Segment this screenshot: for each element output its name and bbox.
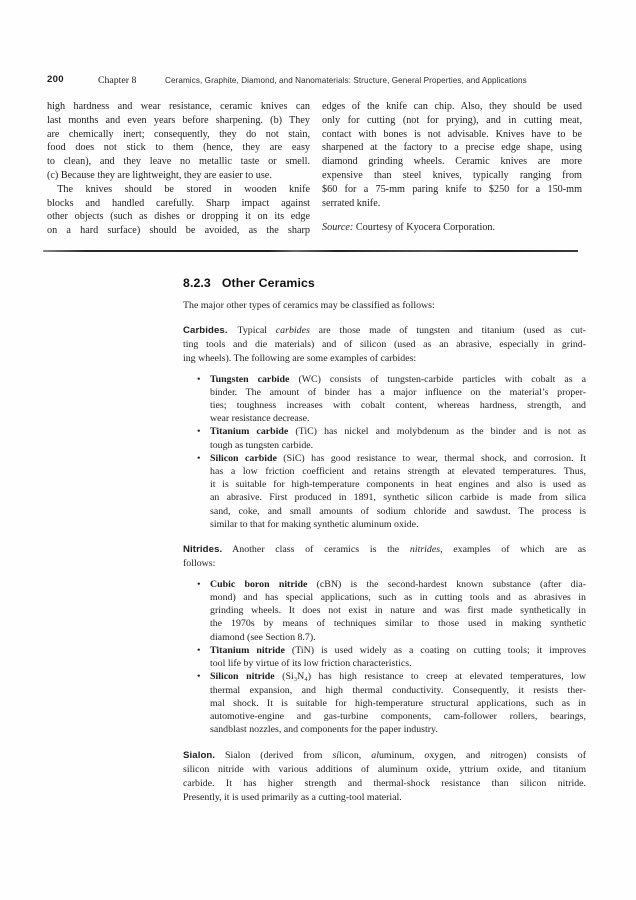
bullet-item bbox=[183, 670, 586, 736]
section-heading bbox=[183, 276, 586, 290]
text-line: silicon nitride with various additions of aluminum oxide, yttrium oxide, and titanium bbox=[183, 764, 586, 776]
bullet-icon: • bbox=[197, 644, 201, 656]
text-line: sand, coke, and small amounts of sodium chloride and sawdust. The process is bbox=[210, 505, 586, 517]
bullet-icon: • bbox=[197, 671, 201, 683]
text-line: mond) and has special applications, such as in cutting tools and as abrasives in bbox=[210, 592, 586, 604]
sialon-paragraph bbox=[183, 749, 586, 805]
page-number: 200 bbox=[47, 74, 64, 85]
text-line: the 1970s by means of techniques similar to those used in making synthetic bbox=[210, 618, 586, 630]
text-line: expensive than steel knives, typically ranging from bbox=[322, 169, 582, 181]
section-title: Other Ceramics bbox=[221, 276, 315, 290]
text-line: edges of the knife can chip. Also, they should be used bbox=[322, 101, 582, 112]
text-line: sandblast nozzles, and components for the paper industry. bbox=[210, 724, 438, 736]
text-line: (c) Because they are lightweight, they are easier to use. bbox=[47, 169, 272, 181]
text-line: Sialon. Sialon (derived from silicon, aluminum, oxygen, and nitrogen) consists of bbox=[183, 750, 586, 762]
bullet-item bbox=[183, 373, 586, 426]
text-line: diamond grinding wheels. Ceramic knives are more bbox=[322, 156, 582, 168]
text-line: are chemically inert; consequently, they do not stain, bbox=[47, 128, 310, 140]
text-line: Presently, it is used primarily as a cutting-tool material. bbox=[183, 792, 402, 804]
text-line: follows: bbox=[183, 557, 216, 569]
source-line bbox=[322, 221, 582, 235]
text-line: contact with bones is not advisable. Knives have to be bbox=[322, 128, 582, 140]
text-line: grinding wheels. It does not exist in nature and was first made synthetically in bbox=[210, 605, 586, 617]
bullet-icon: • bbox=[197, 373, 201, 385]
text-line: Silicon carbide (SiC) has good resistance to wear, thermal shock, and corrosion. It bbox=[210, 452, 586, 464]
carbides-bullet-list bbox=[183, 373, 586, 531]
text-line: an abrasive. First produced in 1891, synthetic silicon carbide is made from silica bbox=[210, 492, 586, 504]
running-title: Ceramics, Graphite, Diamond, and Nanomaterials: Structure, General Properties, and Applications bbox=[165, 76, 527, 85]
section-number: 8.2.3 bbox=[183, 276, 211, 290]
intro-paragraph bbox=[183, 299, 586, 313]
section-divider bbox=[43, 250, 578, 252]
caption-left-column bbox=[47, 100, 310, 238]
text-line: food does not stick to them (hence, they are easy bbox=[47, 142, 310, 154]
bullet-icon: • bbox=[197, 426, 201, 438]
bullet-item bbox=[183, 644, 586, 670]
text-line: has a low friction coefficient and retains strength at elevated temperatures. Thus, bbox=[210, 466, 586, 478]
text-line: binder. The amount of binder has a major influence on the material’s proper- bbox=[210, 386, 586, 398]
text-line: blocks and handled carefully. Sharp impact against bbox=[47, 197, 310, 209]
chapter-label: Chapter 8 bbox=[98, 74, 137, 86]
text-line: $60 for a 75-mm paring knife to $250 for a 150-mm bbox=[322, 183, 582, 195]
text-line: it is suitable for high-temperature components in heat engines and also is used as bbox=[210, 479, 586, 491]
text-line: The knives should be stored in wooden knife bbox=[47, 183, 310, 195]
text-line: Nitrides. Another class of ceramics is the nitrides, examples of which are as bbox=[183, 544, 586, 556]
caption-right-column bbox=[322, 100, 582, 235]
text-line: serrated knife. bbox=[322, 197, 381, 209]
text-line: carbide. It has higher strength and thermal-shock resistance than silicon nitride. bbox=[183, 778, 586, 790]
text-line: ties; toughness increases with cobalt content, whereas hardness, strength, and bbox=[210, 400, 586, 412]
text-line: to clean), and they leave no metallic taste or smell. bbox=[47, 156, 310, 168]
text-line: ing wheels). The following are some examples of carbides: bbox=[183, 352, 417, 364]
text-line: Source: Courtesy of Kyocera Corporation. bbox=[322, 222, 496, 234]
section-8-2-3 bbox=[183, 276, 586, 805]
text-line: high hardness and wear resistance, ceramic knives can bbox=[47, 101, 310, 112]
text-line: mal shock. It is suitable for high-temperature structural applications, such as in bbox=[210, 697, 586, 709]
bullet-item bbox=[183, 452, 586, 531]
carbides-paragraph bbox=[183, 324, 586, 366]
text-line: wear resistance decrease. bbox=[210, 413, 310, 425]
text-line: tool life by virtue of its low friction characteristics. bbox=[210, 658, 412, 670]
nitrides-paragraph bbox=[183, 543, 586, 571]
text-line: Silicon nitride (Si₃N₄) has high resistance to creep at elevated temperatures, low bbox=[210, 671, 586, 683]
text-line: The major other types of ceramics may be classified as follows: bbox=[183, 300, 435, 311]
bullet-icon: • bbox=[197, 578, 201, 590]
text-line: Tungsten carbide (WC) consists of tungsten-carbide particles with cobalt as a bbox=[210, 373, 586, 385]
bullet-icon: • bbox=[197, 452, 201, 464]
text-line: automotive-engine and gas-turbine components, cam-follower rollers, bearings, bbox=[210, 710, 586, 722]
text-line: other objects (such as dishes or dropping it on its edge bbox=[47, 211, 310, 223]
text-line: Titanium carbide (TiC) has nickel and molybdenum as the binder and is not as bbox=[210, 426, 586, 438]
text-line: ting tools and die materials) and of silicon (used as an abrasive, especially in grind- bbox=[183, 338, 586, 350]
text-line: on a hard surface) should be avoided, as the sharp bbox=[47, 225, 310, 237]
caption-right-body bbox=[322, 100, 582, 210]
text-line: Carbides. Typical carbides are those made of tungsten and titanium (used as cut- bbox=[183, 324, 586, 336]
text-line: only for cutting (not for prying), and in cutting meat, bbox=[322, 114, 582, 126]
bullet-item bbox=[183, 578, 586, 644]
bullet-item bbox=[183, 425, 586, 451]
nitrides-bullet-list bbox=[183, 578, 586, 736]
text-line: last months and even years before sharpening. (b) They bbox=[47, 114, 310, 126]
text-line: sharpened at the factory to a precise edge shape, using bbox=[322, 142, 582, 154]
text-line: Titanium nitride (TiN) is used widely as a coating on cutting tools; it improves bbox=[210, 644, 586, 656]
text-line: diamond (see Section 8.7). bbox=[210, 631, 316, 643]
page-header bbox=[47, 74, 624, 88]
text-line: thermal expansion, and high thermal conductivity. Consequently, it resists ther- bbox=[210, 684, 586, 696]
text-line: tough as tungsten carbide. bbox=[210, 439, 314, 451]
text-line: similar to that for making synthetic aluminum oxide. bbox=[210, 518, 419, 530]
text-line: Cubic boron nitride (cBN) is the second-hardest known substance (after dia- bbox=[210, 578, 586, 590]
